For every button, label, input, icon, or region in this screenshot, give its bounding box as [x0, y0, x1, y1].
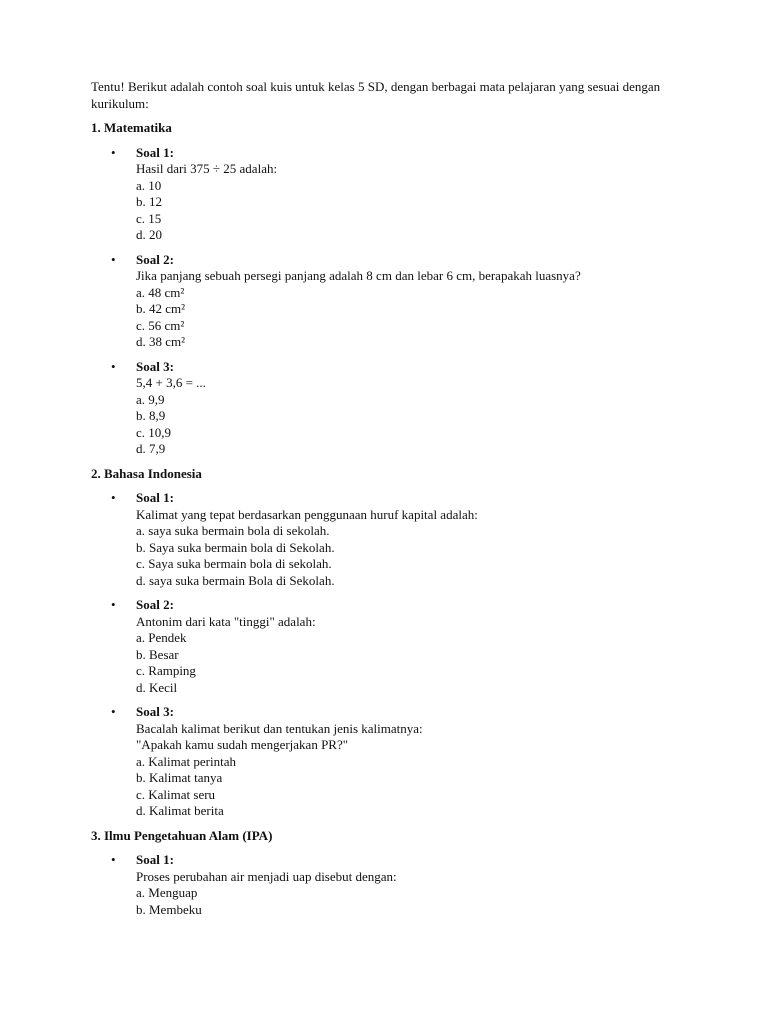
- answer-option: d. saya suka bermain Bola di Sekolah.: [136, 572, 335, 588]
- bullet-icon: •: [111, 144, 116, 160]
- answer-option: b. Saya suka bermain bola di Sekolah.: [136, 539, 335, 555]
- answer-option: d. Kecil: [136, 679, 178, 695]
- bullet-icon: •: [111, 597, 116, 612]
- sections-container: [91, 120, 681, 918]
- section-title: 2. Bahasa Indonesia: [91, 465, 202, 481]
- bullet-icon: •: [111, 251, 116, 267]
- answer-option: c. 10,9: [136, 424, 172, 440]
- answer-option: a. 9,9: [136, 391, 165, 407]
- answer-option: d. 20: [136, 227, 162, 242]
- answer-option: a. 48 cm²: [136, 284, 185, 300]
- answer-option: a. saya suka bermain bola di sekolah.: [136, 523, 330, 538]
- question-label: Soal 2:: [136, 251, 174, 267]
- question-label: Soal 1:: [136, 852, 174, 867]
- question-item: [91, 597, 681, 696]
- question-item: [91, 359, 681, 458]
- answer-option: b. Kalimat tanya: [136, 770, 223, 785]
- answer-option: d. 38 cm²: [136, 334, 186, 349]
- answer-option: b. 8,9: [136, 408, 166, 423]
- answer-option: b. Besar: [136, 646, 179, 662]
- answer-option: b. Membeku: [136, 901, 202, 917]
- intro-paragraph: Tentu! Berikut adalah contoh soal kuis untuk kelas 5 SD, dengan berbagai mata pelajaran yang sesuai dengan kurikulum:: [91, 79, 661, 111]
- answer-option: d. 7,9: [136, 441, 166, 456]
- question-label: Soal 3:: [136, 704, 174, 719]
- question-label: Soal 1:: [136, 144, 174, 160]
- question-label: Soal 1:: [136, 490, 174, 505]
- question-text: Antonim dari kata "tinggi" adalah:: [136, 613, 316, 629]
- question-text: Kalimat yang tepat berdasarkan penggunaan huruf kapital adalah:: [136, 506, 478, 522]
- question-text: "Apakah kamu sudah mengerjakan PR?": [136, 737, 349, 752]
- question-list: [91, 145, 681, 458]
- section-title: 3. Ilmu Pengetahuan Alam (IPA): [91, 827, 273, 843]
- question-text: Jika panjang sebuah persegi panjang adalah 8 cm dan lebar 6 cm, berapakah luasnya?: [136, 268, 581, 283]
- question-item: [91, 490, 681, 589]
- section-title: 1. Matematika: [91, 120, 172, 135]
- bullet-icon: •: [111, 852, 116, 867]
- answer-option: c. 15: [136, 210, 162, 226]
- answer-option: a. 10: [136, 177, 162, 193]
- answer-option: a. Menguap: [136, 885, 198, 900]
- question-item: [91, 852, 681, 918]
- question-item: [91, 252, 681, 351]
- document-page: [91, 79, 681, 926]
- question-label: Soal 3:: [136, 358, 174, 374]
- answer-option: c. 56 cm²: [136, 317, 185, 333]
- question-list: [91, 490, 681, 820]
- bullet-icon: •: [111, 490, 116, 505]
- question-label: Soal 2:: [136, 597, 174, 612]
- bullet-icon: •: [111, 358, 116, 374]
- answer-option: a. Kalimat perintah: [136, 753, 236, 769]
- question-text: Hasil dari 375 ÷ 25 adalah:: [136, 161, 278, 176]
- question-text: Proses perubahan air menjadi uap disebut dengan:: [136, 868, 397, 884]
- answer-option: b. 42 cm²: [136, 301, 186, 316]
- question-item: [91, 704, 681, 820]
- bullet-icon: •: [111, 704, 116, 719]
- question-text: 5,4 + 3,6 = ...: [136, 375, 206, 390]
- answer-option: a. Pendek: [136, 630, 187, 645]
- answer-option: d. Kalimat berita: [136, 803, 224, 818]
- answer-option: c. Ramping: [136, 663, 196, 678]
- answer-option: c. Saya suka bermain bola di sekolah.: [136, 556, 332, 571]
- question-list: [91, 852, 681, 918]
- question-item: [91, 145, 681, 244]
- question-text: Bacalah kalimat berikut dan tentukan jenis kalimatnya:: [136, 720, 423, 736]
- answer-option: b. 12: [136, 194, 162, 209]
- answer-option: c. Kalimat seru: [136, 786, 216, 802]
